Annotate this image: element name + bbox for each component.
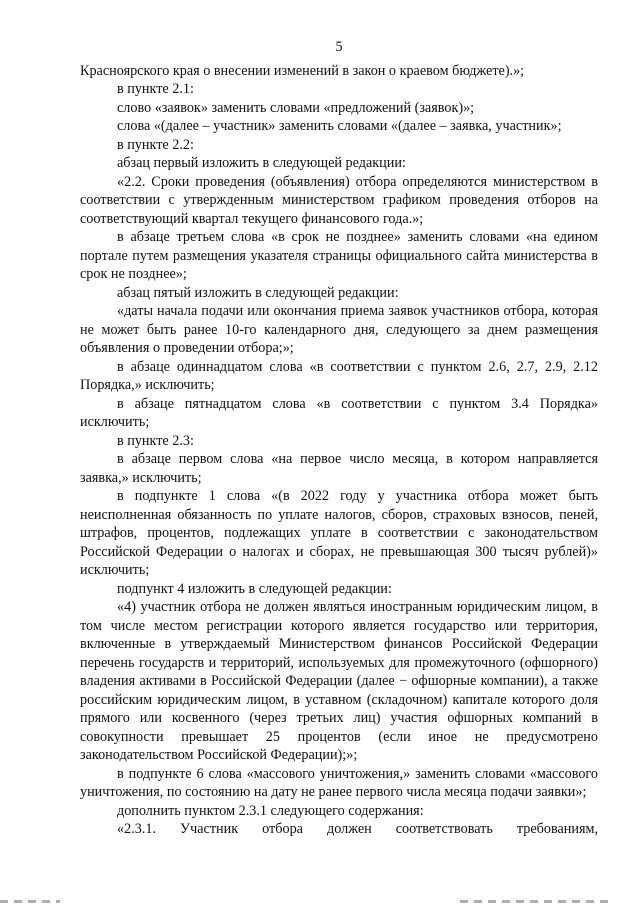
scan-edge-mark-right [460, 900, 610, 903]
paragraph: «2.2. Сроки проведения (объявления) отбора определяются министерством в соответствии с утвержденным министерством графиком проведения отборов на соответствующий квартал текущего финансового года.»; [80, 173, 598, 227]
document-page [80, 38, 598, 839]
paragraph: абзац первый изложить в следующей редакции: [117, 155, 406, 171]
paragraph: в абзаце третьем слова «в срок не позднее» заменить словами «на едином портале путем размещения указателя страницы официального сайта министерства в срок не позднее»; [80, 229, 598, 282]
paragraph: «даты начала подачи или окончания приема заявок участников отбора, которая не может быть ранее 10-го календарного дня, следующего за днем размещения объявления о проведении отбора;»; [80, 303, 598, 356]
paragraph: слова «(далее – участник» заменить словами «(далее – заявка, участник»; [117, 118, 562, 134]
paragraph: в абзаце одиннадцатом слова «в соответствии с пунктом 2.6, 2.7, 2.9, 2.12 Порядка,» исключить; [80, 358, 598, 393]
paragraph: подпункт 4 изложить в следующей редакции: [117, 580, 392, 597]
paragraph: «2.3.1. Участник отбора должен соответствовать требованиям, [117, 821, 598, 837]
paragraph: в абзаце первом слова «на первое число месяца, в котором направляется заявка,» исключить; [80, 451, 598, 486]
paragraph: в пункте 2.2: [117, 136, 194, 153]
paragraph: слово «заявок» заменить словами «предложений (заявок)»; [117, 99, 475, 116]
paragraph: в подпункте 1 слова «(в 2022 году у участника отбора может быть неисполненная обязанность по уплате налогов, сборов, страховых взносов, пеней, штрафов, процентов, подлежащих уплате в соответствии с законодательством Российской Федерации о налогах и сборах, не превышающая 300 тысяч рублей)» исключить; [80, 488, 598, 578]
paragraph: дополнить пунктом 2.3.1 следующего содержания: [117, 802, 424, 819]
scan-edge-mark-left [0, 900, 60, 903]
paragraph: Красноярского края о внесении изменений в закон о краевом бюджете).»; [80, 62, 525, 79]
paragraph: в пункте 2.3: [117, 432, 194, 449]
paragraph: в подпункте 6 слова «массового уничтожения,» заменить словами «массового уничтожения, по состоянию на дату не ранее первого числа месяца подачи заявки»; [80, 765, 598, 800]
paragraph: в абзаце пятнадцатом слова «в соответствии с пунктом 3.4 Порядка» исключить; [80, 395, 598, 430]
paragraph: абзац пятый изложить в следующей редакции: [117, 284, 399, 301]
document-body [80, 62, 598, 839]
page-number: 5 [335, 39, 343, 55]
paragraph: в пункте 2.1: [117, 81, 194, 97]
paragraph: «4) участник отбора не должен являться иностранным юридическим лицом, в том числе местом регистрации которого является государство или территория, включенные в утверждаемый Министерством финансов Российской Федерации перечень государств и территорий, используемых для промежуточного (офшорного) владения активами в Российской Федерации (далее − офшорные компании), а также российским юридическим лицом, в уставном (складочном) капитале которого доля прямого или косвенного (через третьих лиц) участия офшорных компаний в совокупности превышает 25 процентов (если иное не предусмотрено законодательством Российской Федерации);»; [80, 599, 598, 763]
